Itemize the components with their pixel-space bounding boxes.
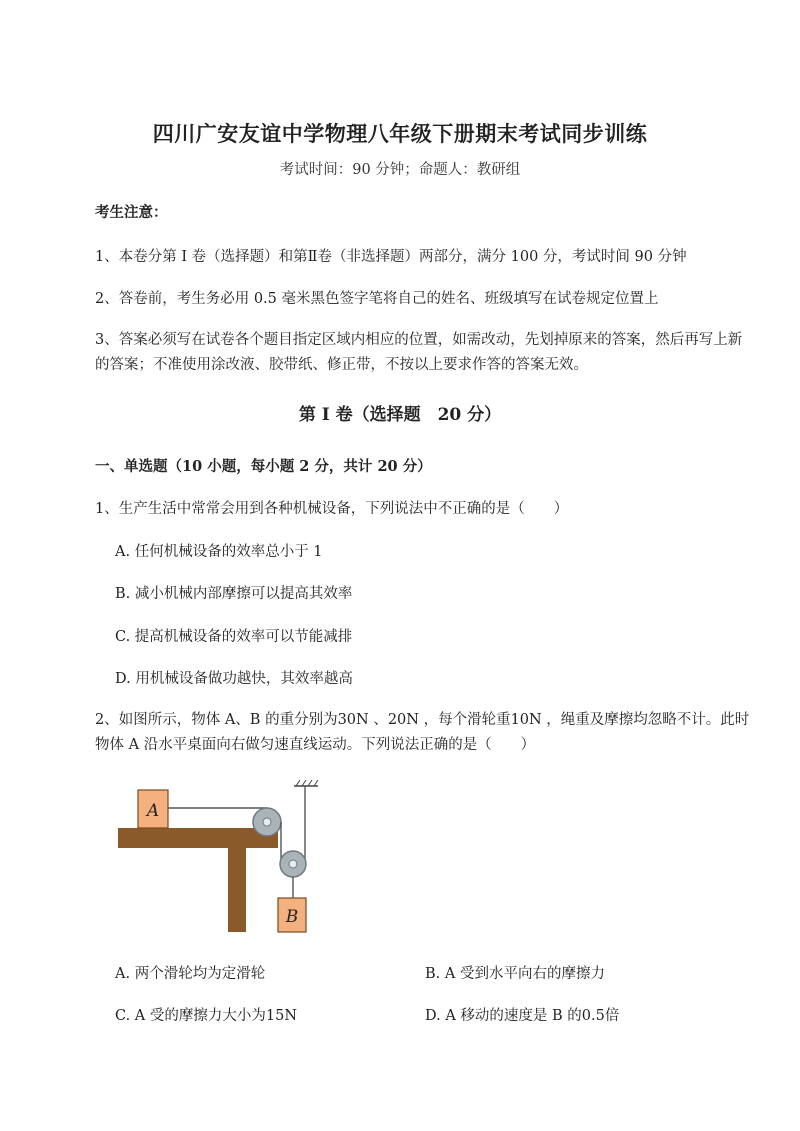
question-1-option-b[interactable]: B. 减小机械内部摩擦可以提高其效率 — [115, 586, 353, 602]
table-top — [118, 828, 278, 848]
notice-item-2: 2、答卷前，考生务必用 0.5 毫米黑色签字笔将自己的姓名、班级填写在试卷规定位置上 — [95, 291, 659, 307]
notice-item-1: 1、本卷分第 I 卷（选择题）和第Ⅱ卷（非选择题）两部分，满分 100 分，考试时间 90 分钟 — [95, 249, 687, 265]
question-2-option-b[interactable]: B. A 受到水平向右的摩擦力 — [425, 966, 605, 982]
page-title: 四川广安友谊中学物理八年级下册期末考试同步训练 — [152, 121, 648, 146]
section-title: 第 I 卷（选择题 20 分） — [298, 405, 502, 425]
table-leg — [228, 848, 246, 932]
question-1-option-a[interactable]: A. 任何机械设备的效率总小于 1 — [115, 544, 323, 560]
exam-info: 考试时间：90 分钟；命题人：教研组 — [279, 162, 521, 178]
question-1-stem: 1、生产生活中常常会用到各种机械设备，下列说法中不正确的是（ ） — [95, 501, 569, 517]
question-1-option-d[interactable]: D. 用机械设备做功越快，其效率越高 — [115, 671, 353, 687]
block-b-label: B — [285, 907, 299, 927]
notice-item-3: 3、答案必须写在试卷各个题目指定区域内相应的位置，如需改动，先划掉原来的答案，然后再写上新的答案；不准使用涂改液、胶带纸、修正带，不按以上要求作答的答案无效。 — [95, 332, 743, 373]
question-2-option-c[interactable]: C. A 受的摩擦力大小为15N — [115, 1008, 298, 1024]
question-1-option-c[interactable]: C. 提高机械设备的效率可以节能减排 — [115, 629, 353, 645]
part-title: 一、单选题（10 小题，每小题 2 分，共计 20 分） — [95, 458, 432, 475]
movable-pulley-axle — [289, 860, 297, 868]
question-2-option-d[interactable]: D. A 移动的速度是 B 的0.5倍 — [425, 1008, 620, 1024]
notice-heading: 考生注意： — [95, 204, 168, 221]
pulley-figure — [110, 780, 330, 940]
question-2-stem: 2、如图所示，物体 A、B 的重分别为30N 、20N ，每个滑轮重10N ，绳重及摩擦均忽略不计。此时物体 A 沿水平桌面向右做匀速直线运动。下列说法正确的是（ ） — [95, 712, 750, 753]
block-a-label: A — [146, 801, 160, 821]
fixed-pulley-axle — [263, 818, 271, 826]
question-2-option-a[interactable]: A. 两个滑轮均为定滑轮 — [115, 966, 266, 982]
